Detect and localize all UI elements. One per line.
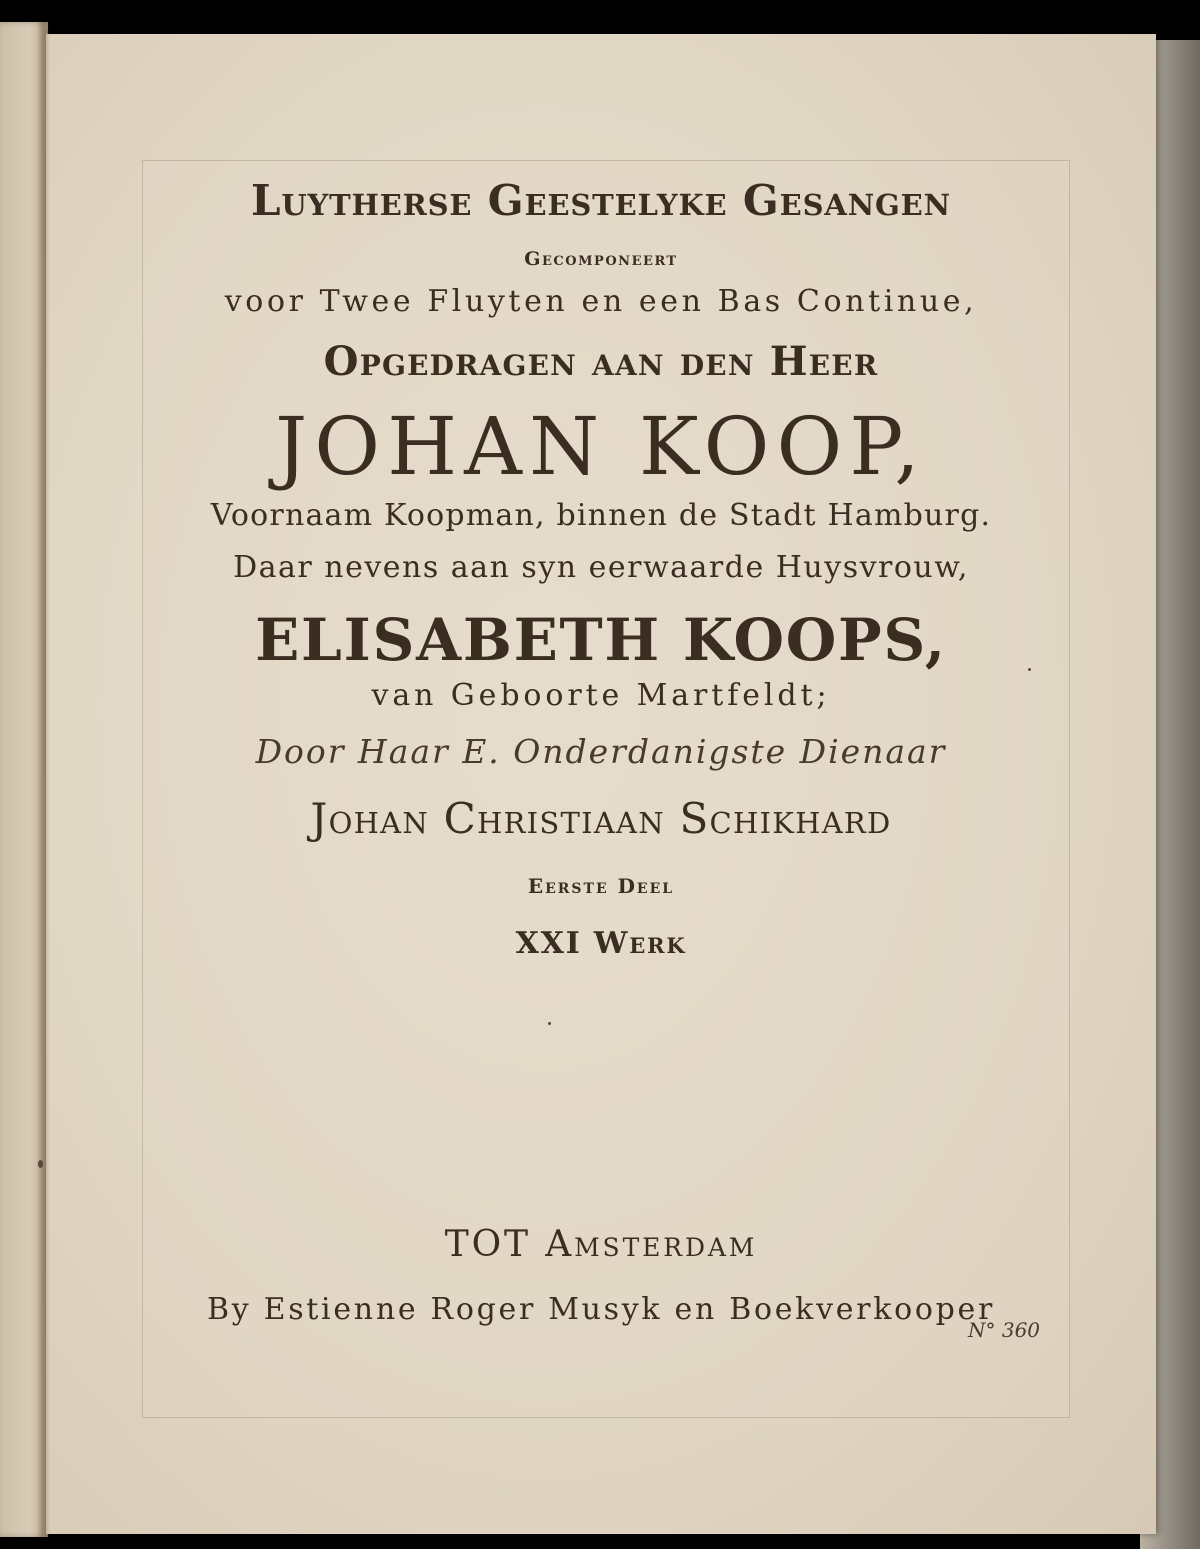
servant-line: Door Haar E. Onderdanigste Dienaar (255, 732, 947, 771)
plate-number: N° 360 (968, 1318, 1041, 1342)
spouse-intro-line: Daar nevens aan syn eerwaarde Huysvrouw, (233, 550, 969, 585)
opus-line: XXI Werk (515, 926, 687, 961)
imprint-publisher: By Estienne Roger Musyk en Boekverkooper (206, 1292, 996, 1327)
dedicatee-role-line: Voornaam Koopman, binnen de Stadt Hamburg. (210, 498, 992, 533)
paper-speck (548, 1022, 551, 1025)
composed-line: Gecomponeert (524, 248, 678, 270)
instrumentation-line: voor Twee Fluyten en een Bas Continue, (224, 284, 978, 319)
composer-name: Johan Christiaan Schikhard (310, 794, 892, 843)
paper-speck (1028, 668, 1031, 671)
imprint-place: TOT Amsterdam (444, 1224, 758, 1265)
title-line: Luytherse Geestelyke Gesangen (251, 176, 951, 225)
part-line: Eerste Deel (527, 874, 675, 898)
spouse-birth-line: van Geboorte Martfeldt; (371, 678, 831, 713)
dedication-line: Opgedragen aan den Heer (323, 338, 879, 385)
spouse-name: ELISABETH KOOPS, (255, 606, 947, 674)
paper-speck (38, 1160, 43, 1168)
dedicatee-name: JOHAN KOOP, (275, 400, 927, 493)
